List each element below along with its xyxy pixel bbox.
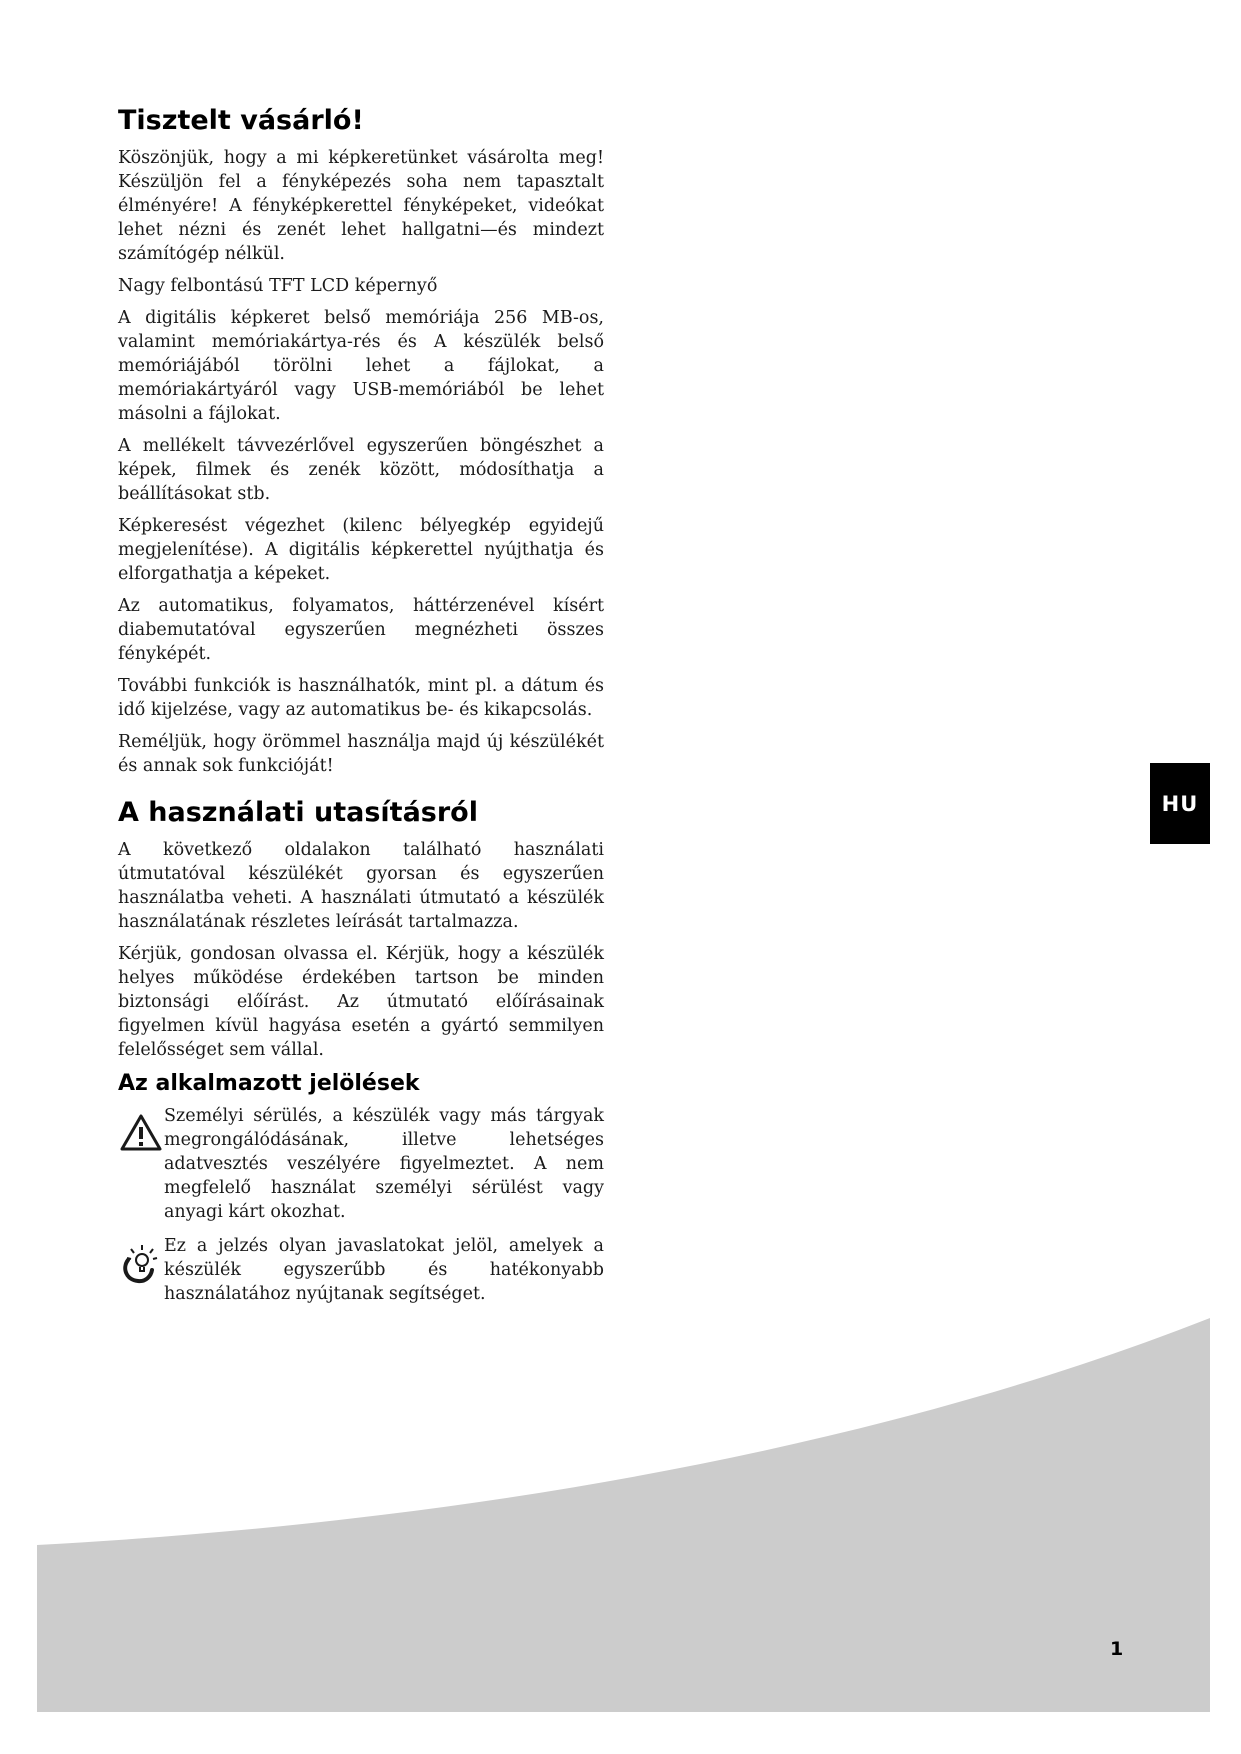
warning-triangle-icon <box>118 1110 164 1156</box>
warning-text: Személyi sérülés, a készülék vagy más tárgyak megrongálódásának, illetve lehetséges adatvesztés veszélyére figyelmeztet. A nem megfelelő használat személyi sérülést vagy anyagi kárt okozhat. <box>164 1106 604 1222</box>
manual-paragraph: A következő oldalakon található használati útmutatóval készülékét gyorsan és egyszerűen használatba veheti. A használati útmutató a készülék használatának részletes leírását tartalmazza. <box>118 840 604 932</box>
intro-paragraph: Nagy felbontású TFT LCD képernyő <box>118 276 438 296</box>
warning-note <box>118 1104 604 1224</box>
page-content <box>118 104 604 1316</box>
intro-paragraph: További funkciók is használhatók, mint pl. a dátum és idő kijelzése, vagy az automatikus be- és kikapcsolás. <box>118 676 604 720</box>
intro-paragraph: Köszönjük, hogy a mi képkeretünket vásárolta meg! Készüljön fel a fényképezés soha nem tapasztalt élményére! A fényképkerettel fényképeket, videókat lehet nézni és zenét lehet hallgatni—és mindezt számítógép nélkül. <box>118 148 604 264</box>
tip-note <box>118 1234 604 1306</box>
intro-paragraph: Képkeresést végezhet (kilenc bélyegkép egyidejű megjelenítése). A digitális képkerettel nyújthatja és elforgathatja a képeket. <box>118 516 604 584</box>
symbols-heading: Az alkalmazott jelölések <box>118 1071 420 1096</box>
intro-paragraph: A digitális képkeret belső memóriája 256 MB-os, valamint memóriakártya-rés és A készülék belső memóriájából törölni lehet a fájlokat, a memóriakártyáról vagy USB-memóriából be lehet másolni a fájlokat. <box>118 308 604 424</box>
intro-heading: Tisztelt vásárló! <box>118 105 364 136</box>
lightbulb-hand-icon <box>118 1240 164 1286</box>
language-tab: HU <box>1150 763 1210 844</box>
page-number: 1 <box>1110 1638 1124 1660</box>
intro-paragraph: Az automatikus, folyamatos, háttérzenével kísért diabemutatóval egyszerűen megnézheti összes fényképét. <box>118 596 604 664</box>
tip-text: Ez a jelzés olyan javaslatokat jelöl, amelyek a készülék egyszerűbb és hatékonyabb használatához nyújtanak segítséget. <box>164 1236 604 1304</box>
gray-swoosh-shape <box>37 1318 1210 1712</box>
intro-paragraph: A mellékelt távvezérlővel egyszerűen böngészhet a képek, filmek és zenék között, módosíthatja a beállításokat stb. <box>118 436 604 504</box>
intro-paragraph: Reméljük, hogy örömmel használja majd új készülékét és annak sok funkcióját! <box>118 732 604 776</box>
manual-heading: A használati utasításról <box>118 797 478 828</box>
manual-paragraph: Kérjük, gondosan olvassa el. Kérjük, hogy a készülék helyes működése érdekében tartson be minden biztonsági előírást. Az útmutató előírásainak figyelmen kívül hagyása esetén a gyártó semmilyen felelősséget sem vállal. <box>118 944 604 1060</box>
